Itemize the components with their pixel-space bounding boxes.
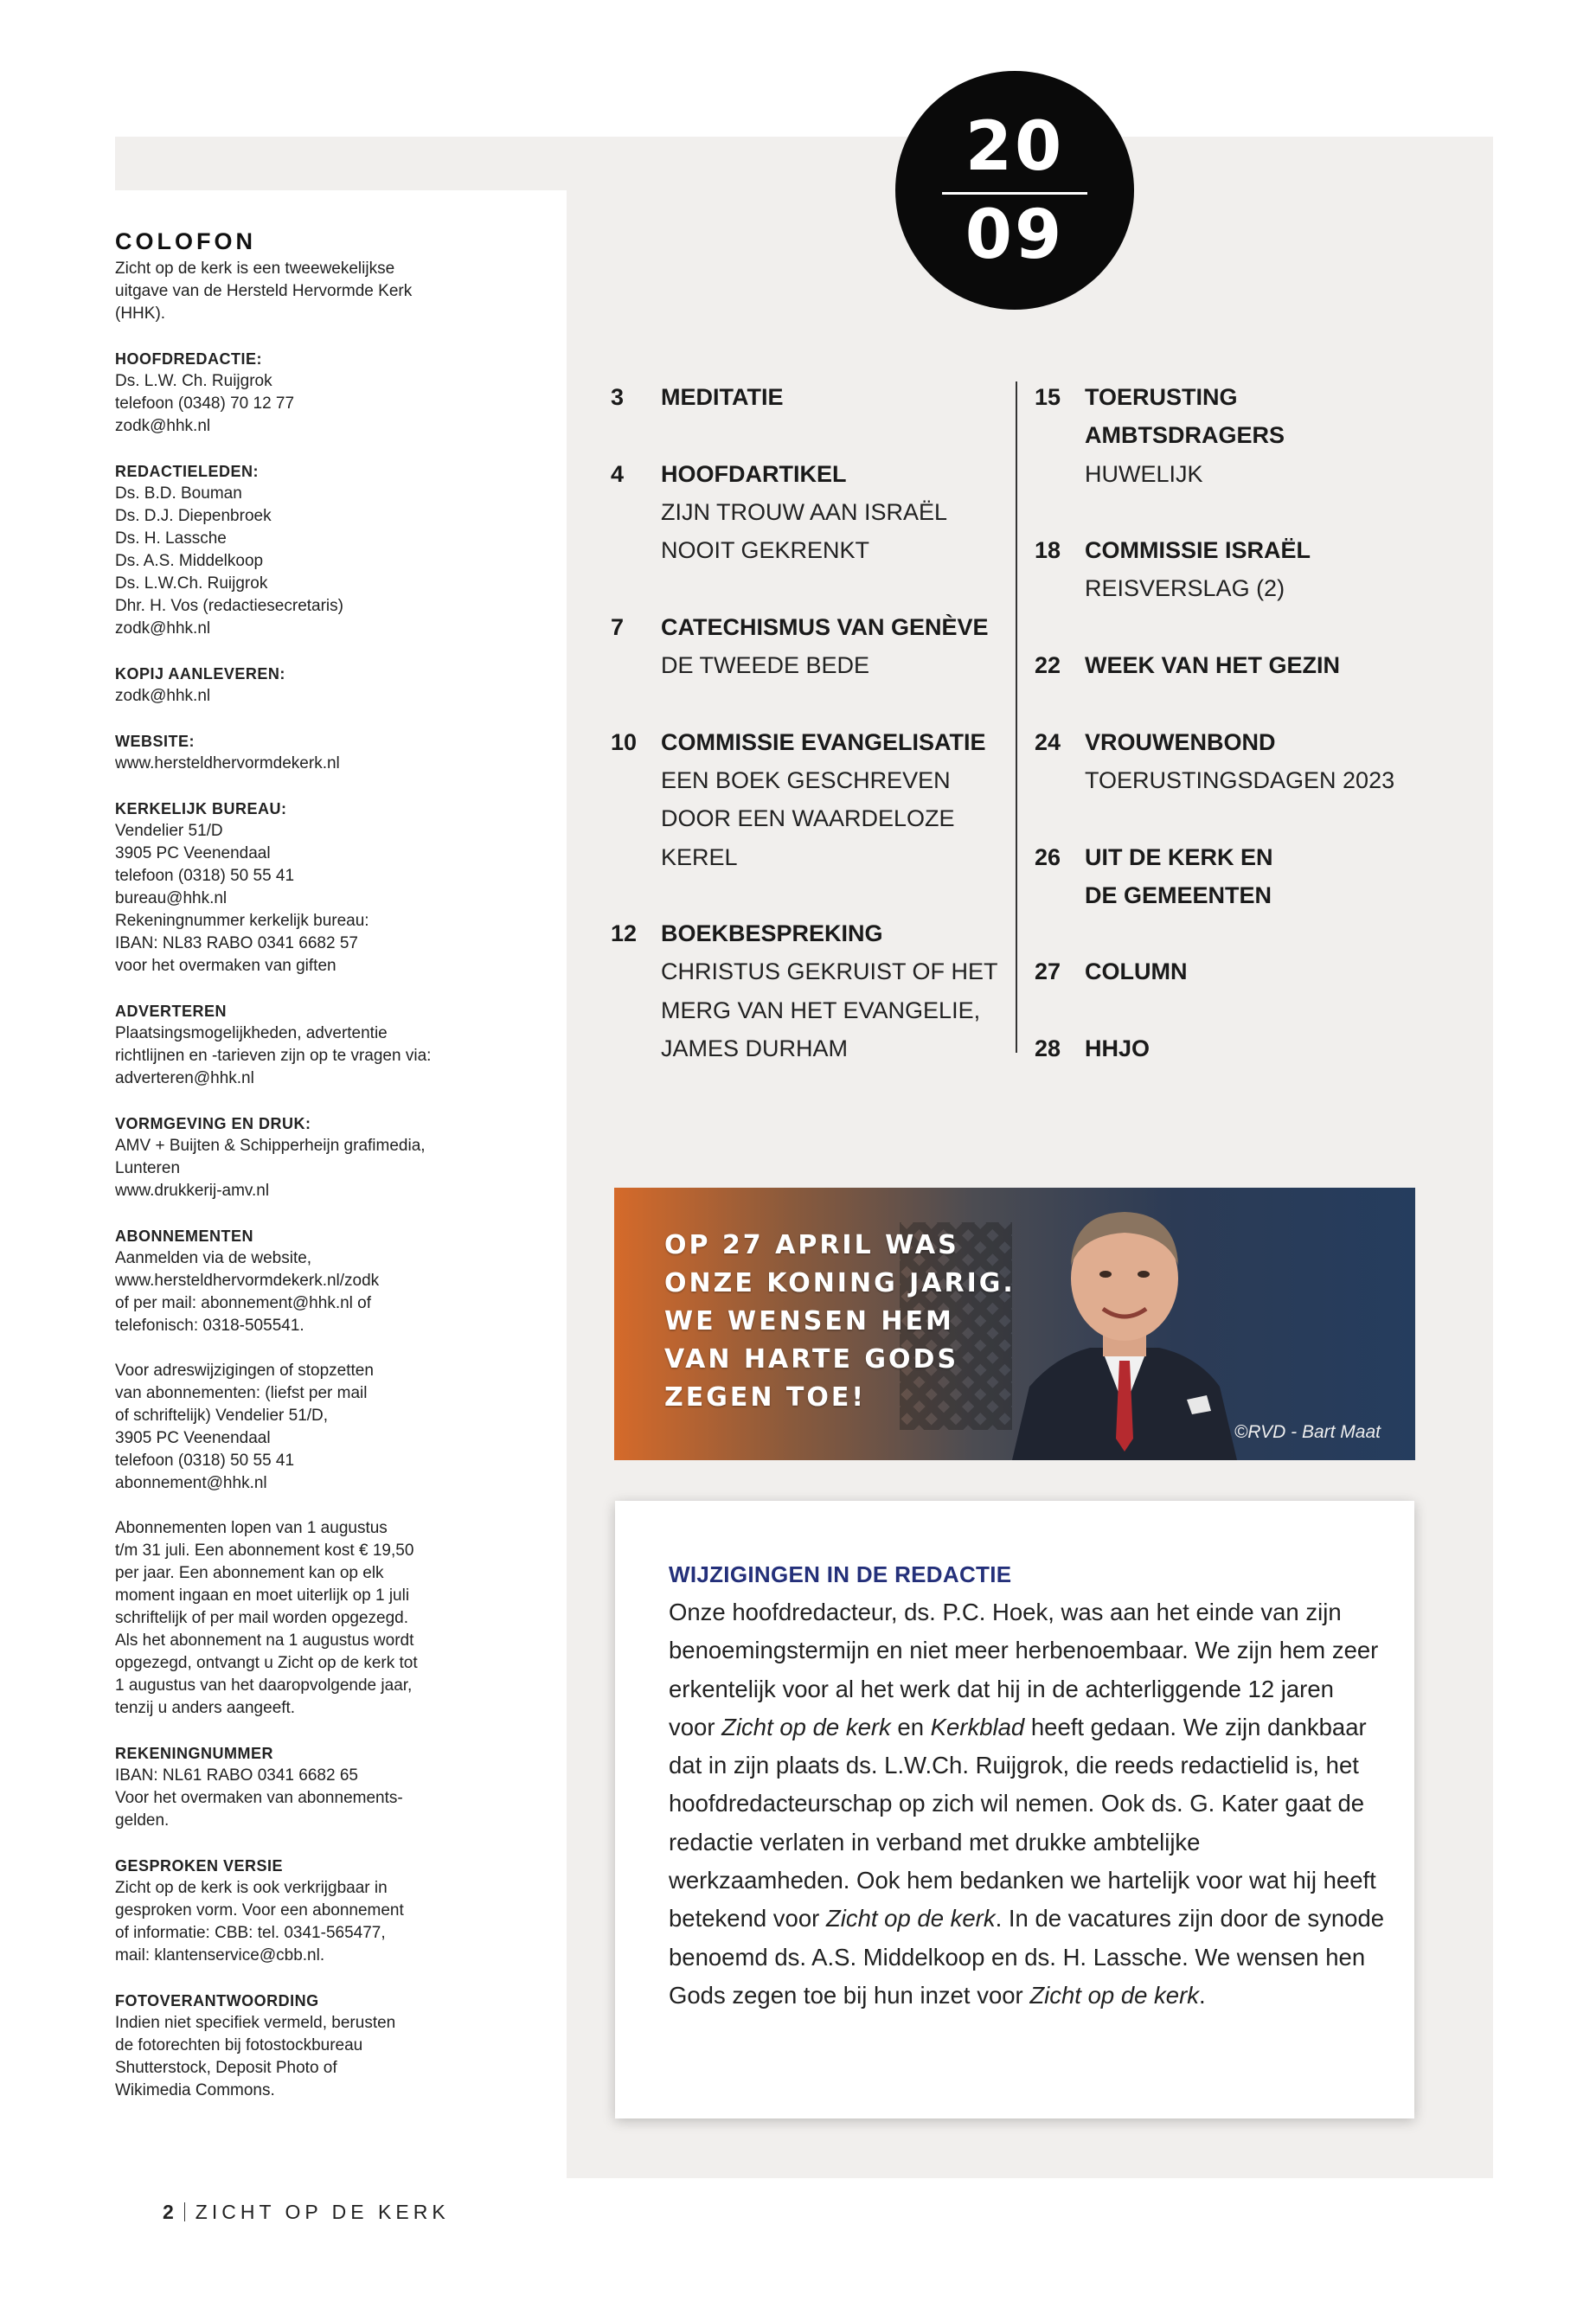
colofon-line: zodk@hhk.nl: [115, 687, 211, 705]
toc-entry-body: [661, 723, 1017, 876]
colofon-line: moment ingaan en moet uiterlijk op 1 juli: [115, 1586, 410, 1605]
toc-title: COMMISSIE ISRAËL: [1085, 537, 1311, 564]
colofon-line: tenzij u anders aangeeft.: [115, 1699, 296, 1717]
toc-title: COMMISSIE EVANGELISATIE: [661, 728, 986, 755]
colofon-section-heading: KERKELIJK BUREAU:: [115, 800, 287, 817]
colofon-line: richtlijnen en -tarieven zijn op te vragen via:: [115, 1047, 432, 1065]
toc-subtitle: TOERUSTINGSDAGEN 2023: [1085, 766, 1395, 793]
colofon-section-heading: GESPROKEN VERSIE: [115, 1857, 284, 1875]
colofon-line: gelden.: [115, 1811, 170, 1830]
colofon-line: van abonnementen: (liefst per mail: [115, 1384, 368, 1402]
toc-divider: [1016, 381, 1017, 1053]
toc-entry-body: [1085, 838, 1441, 915]
toc-title: VROUWENBOND: [1085, 728, 1276, 755]
page-number: 2: [163, 2201, 174, 2223]
toc-subtitle: KEREL: [661, 843, 738, 870]
toc-subtitle: MERG VAN HET EVANGELIE,: [661, 997, 981, 1023]
colofon-section-heading: VORMGEVING EN DRUK:: [115, 1115, 311, 1132]
toc-page-number: 15: [1035, 384, 1061, 410]
toc-entry: [1035, 646, 1441, 684]
toc-page-number: 26: [1035, 843, 1061, 870]
toc-subtitle: JAMES DURHAM: [661, 1035, 849, 1062]
colofon-section: [115, 1855, 478, 1967]
colofon-line: bureau@hhk.nl: [115, 889, 228, 907]
colofon-title: COLOFON: [115, 228, 256, 254]
colofon-line: IBAN: NL83 RABO 0341 6682 57: [115, 934, 358, 952]
toc-entry: [1035, 952, 1441, 990]
colofon-section: [115, 1225, 478, 1337]
colofon-line: Ds. A.S. Middelkoop: [115, 552, 264, 570]
toc-title: COLUMN: [1085, 958, 1188, 985]
colofon-line: Ds. D.J. Diepenbroek: [115, 507, 272, 525]
colofon-line: uitgave van de Hersteld Hervormde Kerk: [115, 282, 413, 300]
toc-right-column: [1035, 378, 1441, 1106]
colofon-line: 3905 PC Veenendaal: [115, 844, 271, 862]
colofon-line: Dhr. H. Vos (redactiesecretaris): [115, 597, 343, 615]
toc-entry-body: [1085, 531, 1441, 608]
colofon-section: [115, 348, 478, 438]
toc-title: HOOFDARTIKEL: [661, 460, 847, 487]
toc-title: BOEKBESPREKING: [661, 920, 883, 947]
notice-text: .: [1199, 1981, 1206, 2009]
notice-text: Onze hoofdredacteur, ds. P.C. Hoek, was aan het einde van zijn benoemingstermijn en niet meer herbenoembaar. We zijn hem zeer erkentelijk voor al het werk dat hij in de achterliggende 12 jaren voor: [669, 1599, 1379, 1740]
colofon: [115, 227, 478, 2125]
colofon-line: Abonnementen lopen van 1 augustus: [115, 1519, 388, 1537]
colofon-line: voor het overmaken van giften: [115, 957, 337, 975]
colofon-section: [115, 1000, 478, 1090]
toc-page-number: 27: [1035, 958, 1061, 985]
toc-entry-body: [1085, 1029, 1441, 1067]
banner-line: VAN HARTE GODS: [664, 1344, 959, 1375]
colofon-section-heading: ABONNEMENTEN: [115, 1227, 254, 1245]
toc-left-column: [611, 378, 1017, 1106]
colofon-line: Ds. B.D. Bouman: [115, 484, 242, 503]
colofon-line: of informatie: CBB: tel. 0341-565477,: [115, 1924, 386, 1942]
colofon-section: [115, 460, 478, 640]
colofon-section-heading: KOPIJ AANLEVEREN:: [115, 665, 285, 683]
toc-title: AMBTSDRAGERS: [1085, 422, 1285, 449]
colofon-section: [115, 730, 478, 775]
colofon-line: Voor adreswijzigingen of stopzetten: [115, 1362, 374, 1380]
colofon-line: Zicht op de kerk is een tweewekelijkse: [115, 260, 395, 278]
colofon-section: [115, 1742, 478, 1832]
notice-text: . In de vacatures zijn door de synode benoemd ds. A.S. Middelkoop en ds. H. Lassche. We wensen hen Gods zegen toe bij hun inzet voor: [669, 1905, 1385, 2009]
toc-entry-body: [1085, 723, 1441, 800]
colofon-section-heading: ADVERTEREN: [115, 1003, 228, 1020]
banner-line: OP 27 APRIL WAS: [664, 1230, 959, 1260]
colofon-line: www.hersteldhervormdekerk.nl: [115, 754, 340, 772]
notice-body: [669, 1593, 1387, 2015]
colofon-line: Als het abonnement na 1 augustus wordt: [115, 1631, 414, 1650]
colofon-line: adverteren@hhk.nl: [115, 1069, 254, 1087]
colofon-section: [115, 1990, 478, 2102]
toc-subtitle: EEN BOEK GESCHREVEN: [661, 766, 951, 793]
issue-number: 09: [965, 196, 1065, 274]
colofon-line: Zicht op de kerk is ook verkrijgbaar in: [115, 1879, 388, 1897]
toc-page-number: 24: [1035, 728, 1061, 755]
toc-page-number: 4: [611, 460, 625, 487]
colofon-line: (HHK).: [115, 304, 166, 323]
toc-subtitle: NOOIT GEKRENKT: [661, 537, 870, 564]
toc-subtitle: HUWELIJK: [1085, 460, 1203, 487]
issue-number-badge: [895, 71, 1134, 310]
toc-subtitle: CHRISTUS GEKRUIST OF HET: [661, 958, 998, 985]
colofon-line: Ds. L.W.Ch. Ruijgrok: [115, 574, 268, 593]
colofon-line: abonnement@hhk.nl: [115, 1474, 267, 1492]
toc-entry: [1035, 1029, 1441, 1067]
colofon-subscription-change: [115, 1360, 478, 1495]
colofon-section: [115, 1112, 478, 1202]
colofon-line: telefoon (0318) 50 55 41: [115, 867, 295, 885]
toc-entry-body: [661, 914, 1017, 1067]
colofon-line: of schriftelijk) Vendelier 51/D,: [115, 1407, 329, 1425]
birthday-banner: [614, 1188, 1415, 1460]
toc-subtitle: DOOR EEN WAARDELOZE: [661, 805, 955, 832]
colofon-line: Indien niet specifiek vermeld, berusten: [115, 2014, 396, 2032]
colofon-line: Voor het overmaken van abonnements-: [115, 1789, 403, 1807]
banner-line: WE WENSEN HEM: [664, 1306, 954, 1336]
notice-text: en: [890, 1713, 931, 1740]
colofon-line: Ds. H. Lassche: [115, 529, 227, 548]
banner-line: ONZE KONING JARIG.: [664, 1268, 1016, 1298]
toc-entry-body: [661, 378, 1017, 416]
toc-entry: [611, 723, 1017, 876]
toc-page-number: 18: [1035, 537, 1061, 564]
colofon-line: Aanmelden via de website,: [115, 1249, 312, 1267]
footer-divider: [184, 2202, 185, 2221]
colofon-line: zodk@hhk.nl: [115, 417, 211, 435]
colofon-line: t/m 31 juli. Een abonnement kost € 19,50: [115, 1541, 414, 1560]
issue-year: 20: [965, 108, 1065, 186]
toc-entry: [1035, 378, 1441, 493]
toc-entry-body: [1085, 378, 1441, 493]
toc-title: CATECHISMUS VAN GENÈVE: [661, 613, 989, 640]
colofon-line: Vendelier 51/D: [115, 822, 223, 840]
colofon-line: per jaar. Een abonnement kan op elk: [115, 1564, 384, 1582]
colofon-section: [115, 663, 478, 708]
editorial-notice: [615, 1501, 1414, 2118]
colofon-line: Ds. L.W. Ch. Ruijgrok: [115, 372, 272, 390]
toc-subtitle: REISVERSLAG (2): [1085, 575, 1285, 602]
colofon-section-heading: REDACTIELEDEN:: [115, 463, 260, 480]
colofon-line: Shutterstock, Deposit Photo of: [115, 2059, 337, 2077]
issue-divider: [942, 192, 1087, 195]
colofon-line: 3905 PC Veenendaal: [115, 1429, 271, 1447]
colofon-line: Rekeningnummer kerkelijk bureau:: [115, 912, 369, 930]
toc-subtitle: DE TWEEDE BEDE: [661, 652, 870, 679]
colofon-line: zodk@hhk.nl: [115, 619, 211, 638]
toc-subtitle: ZIJN TROUW AAN ISRAËL: [661, 498, 948, 525]
toc-title: TOERUSTING: [1085, 384, 1238, 410]
toc-entry-body: [661, 455, 1017, 570]
colofon-line: telefoon (0348) 70 12 77: [115, 394, 295, 413]
banner-message: [664, 1227, 1054, 1417]
notice-heading: WIJZIGINGEN IN DE REDACTIE: [669, 1561, 1012, 1587]
notice-italic: Zicht op de kerk: [825, 1905, 996, 1932]
toc-entry-body: [661, 608, 1017, 685]
toc-title: DE GEMEENTEN: [1085, 881, 1272, 908]
colofon-line: de fotorechten bij fotostockbureau: [115, 2036, 363, 2054]
colofon-section: [115, 798, 478, 977]
notice-italic: Zicht op de kerk: [721, 1713, 891, 1740]
notice-italic: Zicht op de kerk: [1029, 1981, 1200, 2009]
banner-line: ZEGEN TOE!: [664, 1382, 867, 1413]
photo-credit: ©RVD - Bart Maat: [1234, 1422, 1381, 1442]
toc-title: MEDITATIE: [661, 384, 784, 410]
colofon-line: AMV + Buijten & Schipperheijn grafimedia,: [115, 1137, 426, 1155]
toc-entry: [1035, 838, 1441, 915]
magazine-name: ZICHT OP DE KERK: [195, 2201, 450, 2223]
toc-page-number: 3: [611, 384, 625, 410]
toc-entry: [611, 608, 1017, 685]
toc-entry: [1035, 531, 1441, 608]
colofon-line: IBAN: NL61 RABO 0341 6682 65: [115, 1766, 358, 1785]
toc-page-number: 7: [611, 613, 625, 640]
colofon-line: gesproken vorm. Voor een abonnement: [115, 1901, 404, 1920]
colofon-line: opgezegd, ontvangt u Zicht op de kerk tot: [115, 1654, 418, 1672]
colofon-line: www.hersteldhervormdekerk.nl/zodk: [115, 1272, 380, 1290]
colofon-line: mail: klantenservice@cbb.nl.: [115, 1946, 325, 1965]
colofon-subscription-terms: [115, 1517, 478, 1720]
notice-italic: Kerkblad: [930, 1713, 1025, 1740]
colofon-line: Lunteren: [115, 1159, 181, 1177]
colofon-line: of per mail: abonnement@hhk.nl of: [115, 1294, 372, 1312]
colofon-section-heading: HOOFDREDACTIE:: [115, 350, 262, 368]
toc-title: HHJO: [1085, 1035, 1151, 1062]
colofon-line: 1 augustus van het daaropvolgende jaar,: [115, 1676, 413, 1695]
colofon-section-heading: FOTOVERANTWOORDING: [115, 1992, 319, 2009]
toc-entry-body: [1085, 646, 1441, 684]
toc-entry: [611, 378, 1017, 416]
colofon-section-heading: REKENINGNUMMER: [115, 1745, 274, 1762]
colofon-line: www.drukkerij-amv.nl: [115, 1182, 270, 1200]
colofon-line: Plaatsingsmogelijkheden, advertentie: [115, 1024, 388, 1042]
page-footer: [163, 2201, 450, 2224]
colofon-section-heading: WEBSITE:: [115, 733, 195, 750]
toc-entry-body: [1085, 952, 1441, 990]
toc-page-number: 28: [1035, 1035, 1061, 1062]
colofon-line: telefoon (0318) 50 55 41: [115, 1452, 295, 1470]
toc-entry: [611, 914, 1017, 1067]
toc-page-number: 10: [611, 728, 638, 755]
colofon-line: schriftelijk of per mail worden opgezegd.: [115, 1609, 409, 1627]
colofon-line: telefonisch: 0318-505541.: [115, 1317, 304, 1335]
toc-page-number: 12: [611, 920, 638, 947]
toc-page-number: 22: [1035, 652, 1061, 679]
toc-entry: [1035, 723, 1441, 800]
toc-entry: [611, 455, 1017, 570]
notice-text: heeft gedaan. We zijn dankbaar dat in zijn plaats ds. L.W.Ch. Ruijgrok, die reeds redactielid is, het hoofdredacteurschap op zich wil nemen. Ook ds. G. Kater gaat de redactie verlaten in verband met drukke ambtelijke werkzaamheden. Ook hem bedanken we hartelijk voor wat hij heeft betekend voor: [669, 1713, 1376, 1932]
colofon-line: Wikimedia Commons.: [115, 2081, 275, 2099]
toc-title: WEEK VAN HET GEZIN: [1085, 652, 1341, 679]
toc-title: UIT DE KERK EN: [1085, 843, 1273, 870]
colofon-intro: [115, 258, 478, 325]
